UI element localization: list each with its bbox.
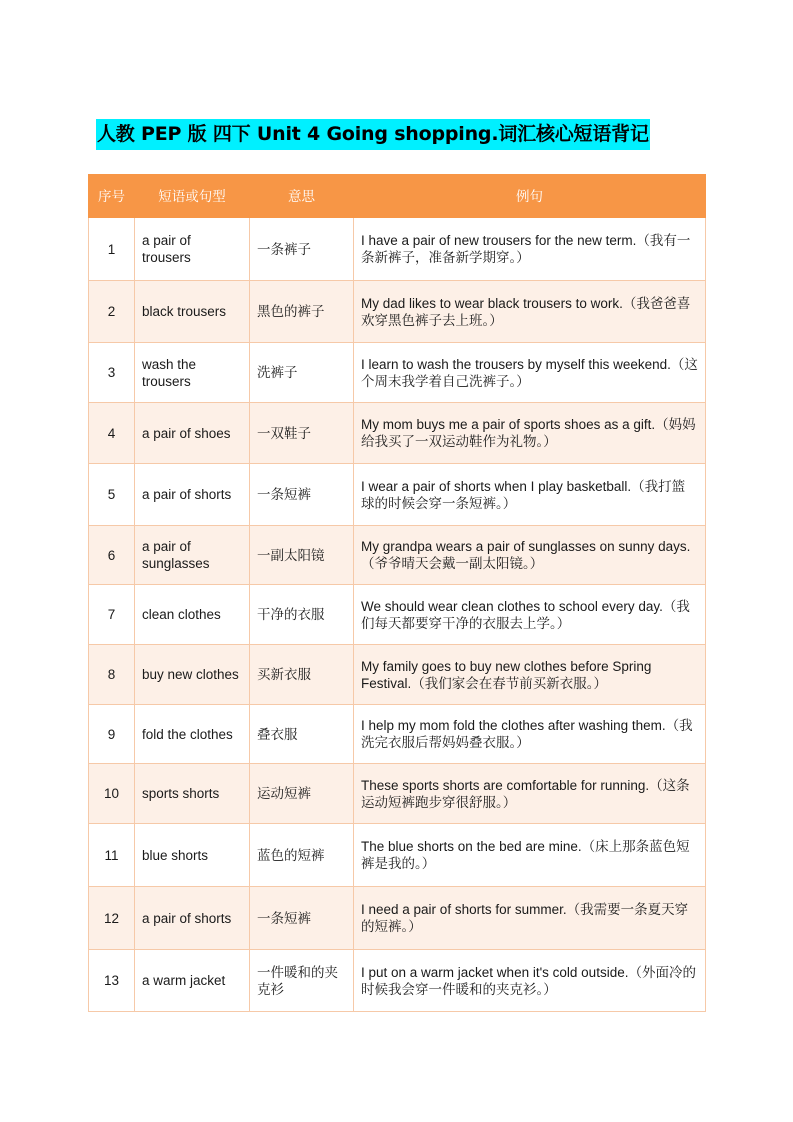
row-meaning: 一副太阳镜 [250,526,354,585]
row-example: I wear a pair of shorts when I play basketball.（我打篮球的时候会穿一条短裤。） [354,464,706,526]
table-row [89,645,706,705]
header-phrase: 短语或句型 [135,175,250,218]
table-row [89,705,706,764]
row-example: I need a pair of shorts for summer.（我需要一条夏天穿的短裤。） [354,887,706,950]
row-example: These sports shorts are comfortable for running.（这条运动短裤跑步穿很舒服。） [354,764,706,824]
row-phrase: fold the clothes [135,705,250,764]
row-example: My mom buys me a pair of sports shoes as a gift.（妈妈给我买了一双运动鞋作为礼物。） [354,403,706,464]
row-phrase: buy new clothes [135,645,250,705]
table-row [89,281,706,343]
row-phrase: a warm jacket [135,950,250,1012]
row-meaning: 洗裤子 [250,343,354,403]
row-meaning: 黑色的裤子 [250,281,354,343]
row-index: 8 [89,645,135,705]
table-row [89,403,706,464]
table-row [89,824,706,887]
row-phrase: sports shorts [135,764,250,824]
table-row [89,887,706,950]
row-index: 12 [89,887,135,950]
table-header-row [89,175,706,218]
row-example: We should wear clean clothes to school every day.（我们每天都要穿干净的衣服去上学。） [354,585,706,645]
row-example: I learn to wash the trousers by myself this weekend.（这个周末我学着自己洗裤子。） [354,343,706,403]
row-example: My family goes to buy new clothes before Spring Festival.（我们家会在春节前买新衣服。） [354,645,706,705]
row-index: 1 [89,218,135,281]
row-meaning: 一条短裤 [250,887,354,950]
document-title: 人教 PEP 版 四下 Unit 4 Going shopping.词汇核心短语背记 [96,119,650,150]
row-index: 5 [89,464,135,526]
row-meaning: 一条裤子 [250,218,354,281]
row-phrase: black trousers [135,281,250,343]
row-index: 4 [89,403,135,464]
row-index: 6 [89,526,135,585]
vocabulary-table [88,174,706,1012]
header-meaning: 意思 [250,175,354,218]
row-phrase: a pair of trousers [135,218,250,281]
row-index: 2 [89,281,135,343]
row-meaning: 运动短裤 [250,764,354,824]
row-index: 7 [89,585,135,645]
table-row [89,464,706,526]
table-row [89,526,706,585]
table-row [89,343,706,403]
row-phrase: a pair of shoes [135,403,250,464]
row-meaning: 一条短裤 [250,464,354,526]
row-meaning: 一件暖和的夹克衫 [250,950,354,1012]
row-meaning: 干净的衣服 [250,585,354,645]
row-example: I put on a warm jacket when it's cold outside.（外面冷的时候我会穿一件暖和的夹克衫。） [354,950,706,1012]
row-index: 10 [89,764,135,824]
row-index: 13 [89,950,135,1012]
header-index: 序号 [89,175,135,218]
row-phrase: blue shorts [135,824,250,887]
row-index: 11 [89,824,135,887]
table-row [89,585,706,645]
row-phrase: a pair of sunglasses [135,526,250,585]
table-row [89,764,706,824]
row-phrase: a pair of shorts [135,464,250,526]
row-phrase: clean clothes [135,585,250,645]
table-row [89,950,706,1012]
title-container [96,119,650,150]
row-meaning: 一双鞋子 [250,403,354,464]
row-example: My grandpa wears a pair of sunglasses on sunny days.（爷爷晴天会戴一副太阳镜。） [354,526,706,585]
row-example: I help my mom fold the clothes after washing them.（我洗完衣服后帮妈妈叠衣服。） [354,705,706,764]
header-example: 例句 [354,175,706,218]
row-meaning: 叠衣服 [250,705,354,764]
row-meaning: 买新衣服 [250,645,354,705]
row-phrase: a pair of shorts [135,887,250,950]
row-phrase: wash the trousers [135,343,250,403]
row-example: I have a pair of new trousers for the new term.（我有一条新裤子，准备新学期穿。） [354,218,706,281]
table-row [89,218,706,281]
row-index: 3 [89,343,135,403]
row-meaning: 蓝色的短裤 [250,824,354,887]
row-example: My dad likes to wear black trousers to work.（我爸爸喜欢穿黑色裤子去上班。） [354,281,706,343]
row-example: The blue shorts on the bed are mine.（床上那条蓝色短裤是我的。） [354,824,706,887]
row-index: 9 [89,705,135,764]
